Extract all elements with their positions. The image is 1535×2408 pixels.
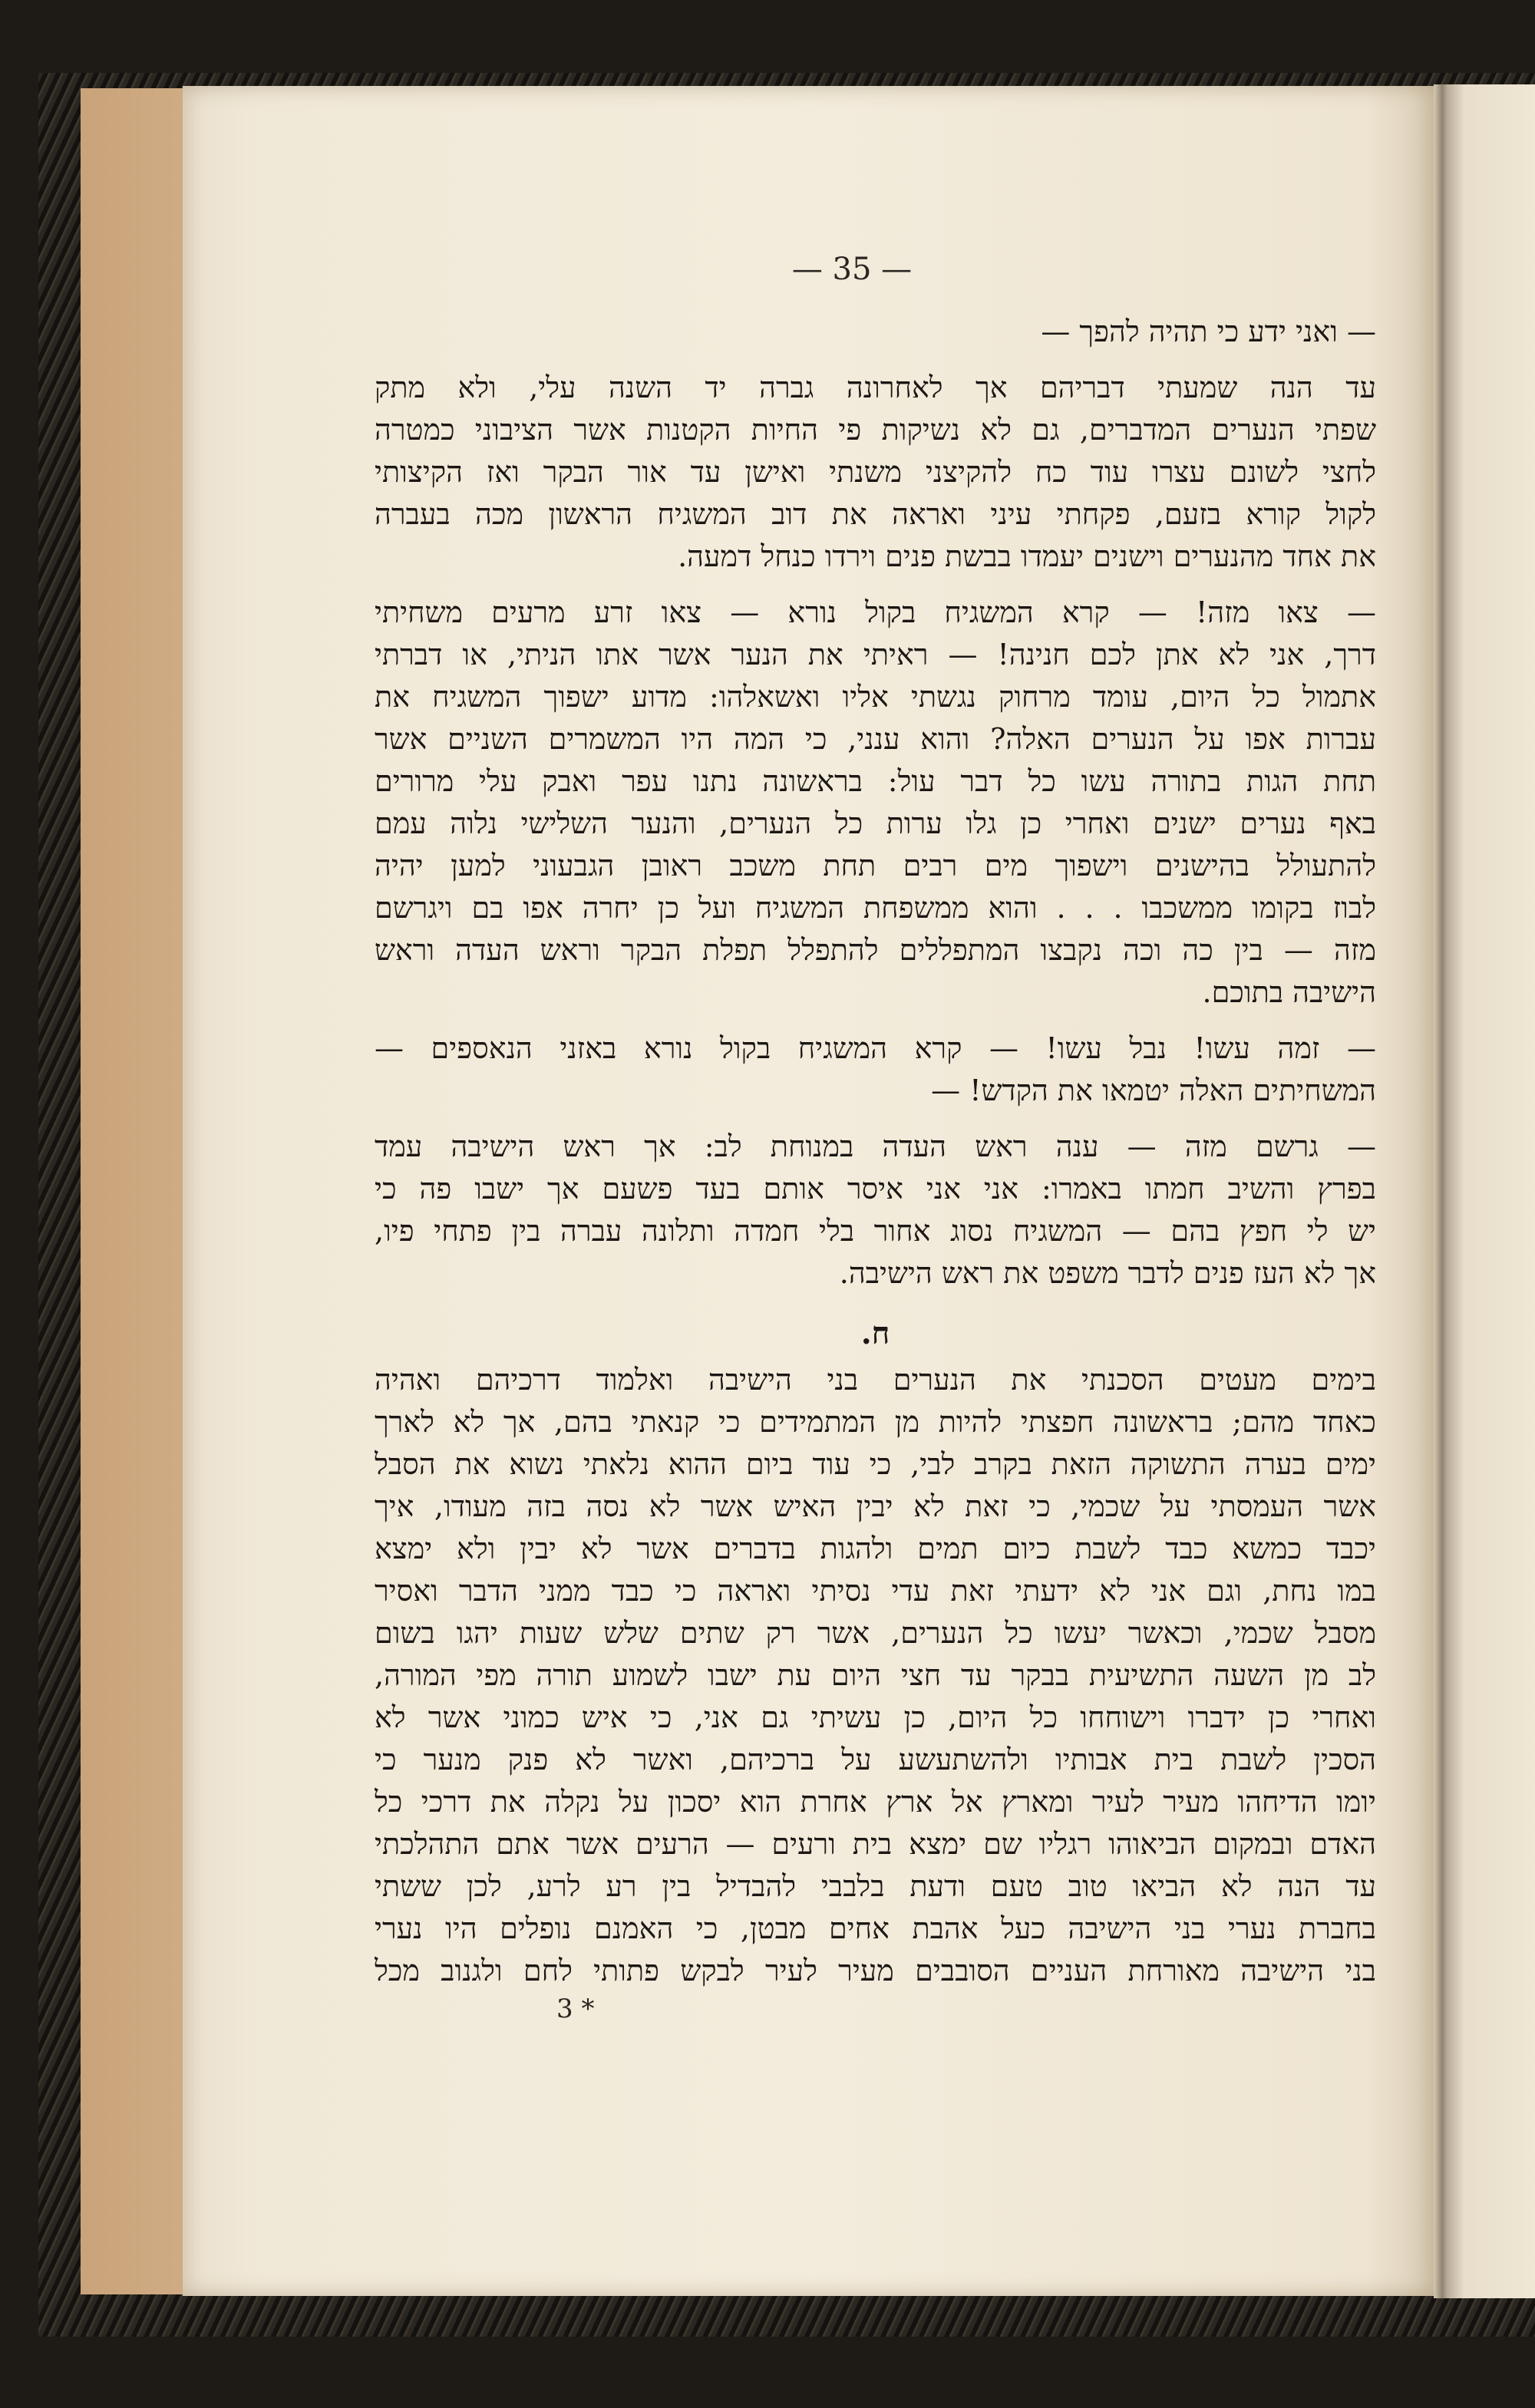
text-line: באף נערים ישנים ואחרי כן גלו ערות כל הנערים, והנער השלישי נלוה עמם: [375, 807, 1376, 840]
text-line: לחצי לשונם עצרו עוד כח להקיצני משנתי ואישן עד אור הבקר ואז הקיצותי: [375, 455, 1376, 489]
text-line: את אחד מהנערים וישנים יעמדו בבשת פנים וירדו כנחל דמעה.: [678, 539, 1376, 573]
text-line: בחברת נערי בני הישיבה כעל אהבת אחים מבטן, כי האמנם נופלים היו נערי: [375, 1912, 1376, 1945]
section-heading: ח.: [860, 1315, 890, 1351]
text-line: לבוז בקומו ממשכבו . . . והוא ממשפחת המשגיח ועל כן יחרה אפו בם ויגרשם: [375, 891, 1376, 925]
text-line: אתמול כל היום, עומד מרחוק נגשתי אליו ואשאלהו: מדוע ישפוך המשגיח את: [375, 680, 1376, 714]
text-line: אך לא העז פנים לדבר משפט את ראש הישיבה.: [839, 1256, 1376, 1290]
text-line: — צאו מזה! — קרא המשגיח בקול נורא — צאו זרע מרעים משחיתי: [375, 595, 1376, 629]
text-line: יכבד כמשא כבד לשבת כיום תמים ולהגות בדברים אשר לא יבין ולא ימצא: [375, 1532, 1376, 1565]
text-line: יומו הדיחהו מעיר לעיר ומארץ אל ארץ אחרת הוא יסכון על נקלה את דרכי כל: [375, 1785, 1376, 1819]
text-line: תחת הגות בתורה עשו כל דבר עול: בראשונה נתנו עפר ואבק עלי מרורים: [375, 764, 1376, 798]
text-line: הישיבה בתוכם.: [1202, 975, 1376, 1009]
printer-signature: 3 *: [556, 1994, 595, 2024]
text-line: המשחיתים האלה יטמאו את הקדש! —: [931, 1074, 1376, 1107]
text-line: לקול קורא בזעם, פקחתי עיני ואראה את דוב המשגיח הראשון מכה בעברה: [375, 497, 1376, 531]
text-line: יש לי חפץ בהם — המשגיח נסוג אחור בלי חמדה ותלונה עברה בין פתחי פיו,: [375, 1214, 1376, 1248]
text-line: דרך, אני לא אתן לכם חנינה! — ראיתי את הנער אשר אתו הניתי, או דברתי: [375, 638, 1376, 671]
text-line: ימים בערה התשוקה הזאת בקרב לבי, כי עוד ביום ההוא נלאתי נשוא את הסבל: [375, 1447, 1376, 1481]
text-line: בימים מעטים הסכנתי את הנערים בני הישיבה ואלמוד דרכיהם ואהיה: [375, 1363, 1376, 1397]
text-line: עברות אפו על הנערים האלה? והוא ענני, כי המה היו המשמרים השניים אשר: [375, 722, 1376, 756]
text-line: לב מן השעה התשיעית בבקר עד חצי היום עת ישבו לשמוע תורה מפי המורה,: [375, 1658, 1376, 1692]
text-line: ואחרי כן ידברו וישוחחו כל היום, כן עשיתי גם אני, כי איש כמוני אשר לא: [375, 1700, 1376, 1734]
text-line: שפתי הנערים המדברים, גם לא נשיקות פי החיות הקטנות אשר הציבוני כמטרה: [375, 413, 1376, 447]
text-line: בני הישיבה מאורחת העניים הסובבים מעיר לעיר לבקש פתותי לחם ולגנוב מכל: [375, 1954, 1376, 1987]
page-text: [375, 311, 1376, 1992]
text-line: מזה — בין כה וכה נקבצו המתפללים להתפלל תפלת הבקר וראש העדה וראש: [375, 933, 1376, 967]
text-line: כאחד מהם; בראשונה חפצתי להיות מן המתמידים כי קנאתי בהם, אך לא לארך: [375, 1405, 1376, 1439]
text-line: עד הנה שמעתי דבריהם אך לאחרונה גברה יד השנה עלי, ולא מתק: [375, 371, 1376, 404]
text-line: — ואני ידע כי תהיה להפך —: [1041, 315, 1376, 348]
text-line: בפרץ והשיב חמתו באמרו: אני אני איסר אותם בעד פשעם אך ישבו פה כי: [375, 1172, 1376, 1206]
text-line: מסבל שכמי, וכאשר יעשו כל הנערים, אשר רק שתים שלש שעות יהגו בשום: [375, 1616, 1376, 1650]
facing-page-edge: [1447, 84, 1535, 2298]
text-line: — גרשם מזה — ענה ראש העדה במנוחת לב: אך ראש הישיבה עמד: [375, 1130, 1376, 1163]
text-line: עד הנה לא הביאו טוב טעם ודעת בלבבי להבדיל בין רע לרע, לכן ששתי: [375, 1869, 1376, 1903]
text-line: להתעולל בהישנים וישפוך מים רבים תחת משכב ראובן הגבעוני למען יהיה: [375, 849, 1376, 882]
text-line: הסכין לשבת בית אבותיו ולהשתעשע על ברכיהם, ואשר לא פנק מנער כי: [375, 1743, 1376, 1776]
page-number: — 35 —: [791, 252, 913, 287]
text-line: — זמה עשו! נבל עשו! — קרא המשגיח בקול נורא באזני הנאספים —: [375, 1031, 1376, 1065]
text-line: האדם ובמקום הביאוהו רגליו שם ימצא בית ורעים — הרעים אשר אתם התהלכתי: [375, 1827, 1376, 1861]
text-line: אשר העמסתי על שכמי, כי זאת לא יבין האיש אשר לא נסה בזה מעודו, איך: [375, 1489, 1376, 1523]
text-line: במו נחת, וגם אני לא ידעתי זאת עדי נסיתי ואראה כי כבד ממני הדבר ואסיר: [375, 1574, 1376, 1608]
